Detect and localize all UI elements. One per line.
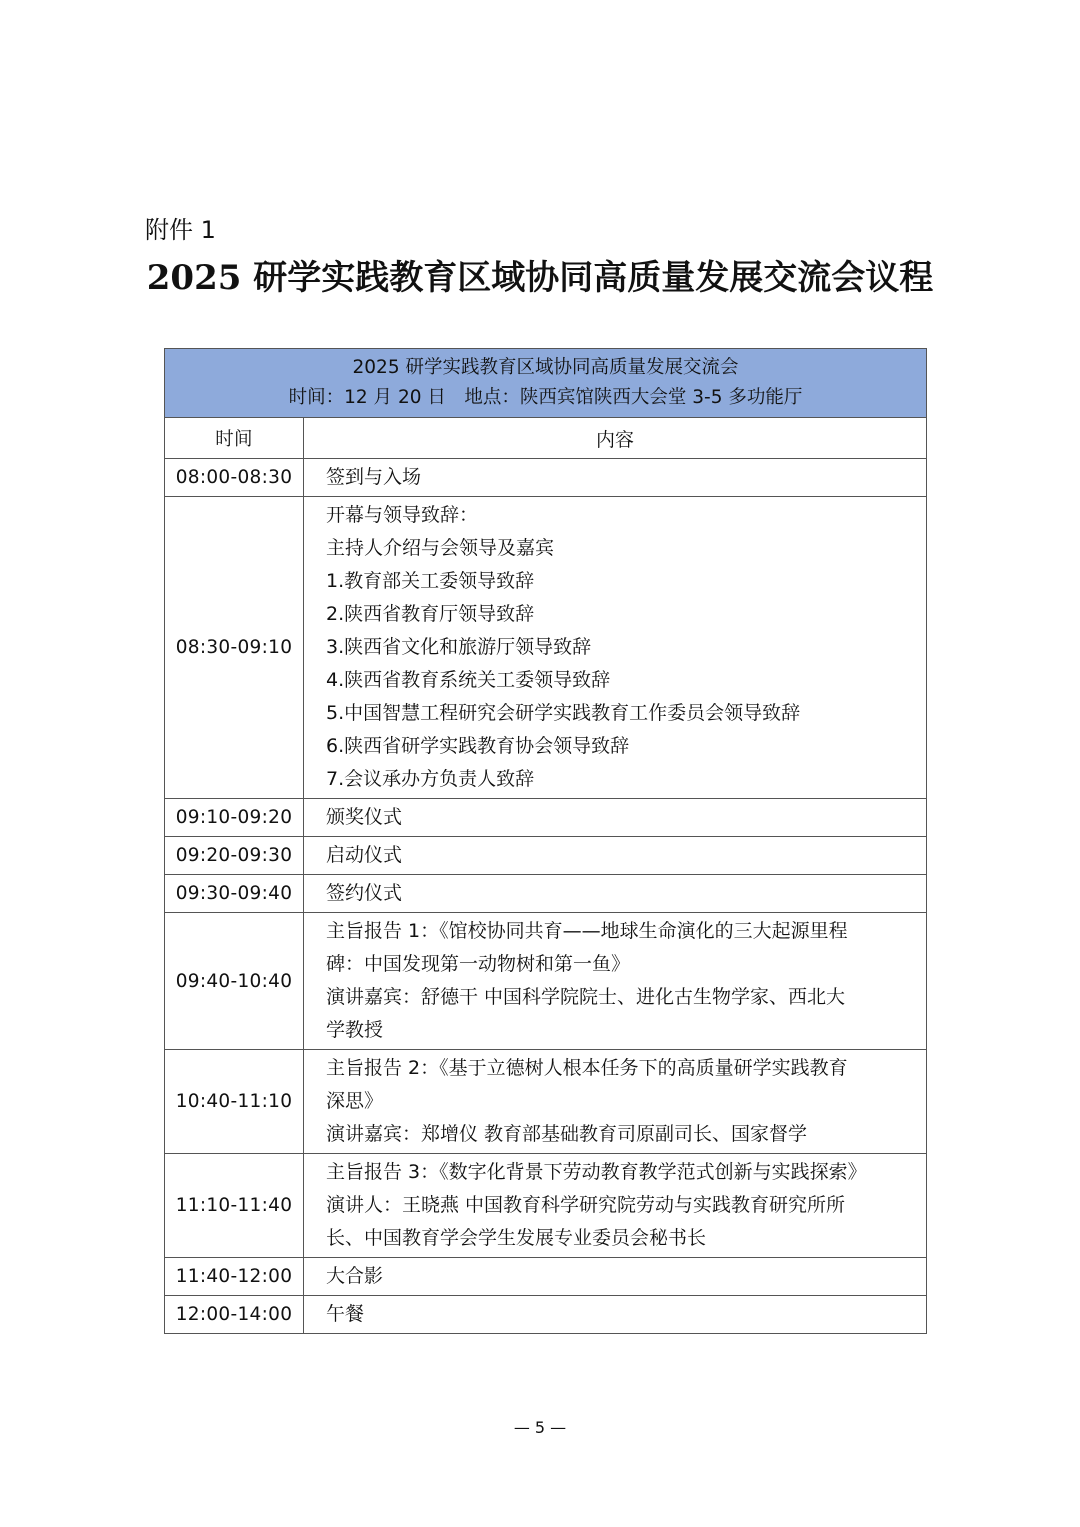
content-line: 签到与入场 xyxy=(326,466,422,488)
row-time: 12:00-14:00 xyxy=(165,1296,304,1334)
content-line: 3.陕西省文化和旅游厅领导致辞 xyxy=(326,636,592,658)
row-time: 11:40-12:00 xyxy=(165,1258,304,1296)
row-time: 09:30-09:40 xyxy=(165,875,304,913)
content-line: 演讲嘉宾：舒德干 中国科学院院士、进化古生物学家、西北大 xyxy=(326,986,846,1008)
table-row xyxy=(165,913,927,1050)
row-content xyxy=(304,459,927,497)
row-time: 10:40-11:10 xyxy=(165,1050,304,1154)
table-row xyxy=(165,1154,927,1258)
banner-time-location: 时间：12 月 20 日 地点：陕西宾馆陕西大会堂 3-5 多功能厅 xyxy=(288,387,803,408)
table-row xyxy=(165,875,927,913)
content-line: 午餐 xyxy=(326,1303,365,1325)
content-line: 深思》 xyxy=(326,1090,384,1112)
row-content xyxy=(304,497,927,799)
content-line: 主旨报告 3：《数字化背景下劳动教育教学范式创新与实践探索》 xyxy=(326,1161,867,1183)
content-line: 演讲嘉宾：郑增仪 教育部基础教育司原副司长、国家督学 xyxy=(326,1123,808,1145)
row-content xyxy=(304,1154,927,1258)
content-line: 4.陕西省教育系统关工委领导致辞 xyxy=(326,669,611,691)
row-content xyxy=(304,1296,927,1334)
row-time: 08:30-09:10 xyxy=(165,497,304,799)
row-time: 11:10-11:40 xyxy=(165,1154,304,1258)
agenda-table xyxy=(164,348,927,1334)
content-line: 大合影 xyxy=(326,1265,384,1287)
row-content xyxy=(304,1050,927,1154)
row-content xyxy=(304,875,927,913)
row-content xyxy=(304,913,927,1050)
table-row xyxy=(165,459,927,497)
content-line: 签约仪式 xyxy=(326,882,403,904)
row-time: 09:40-10:40 xyxy=(165,913,304,1050)
content-line: 5.中国智慧工程研究会研学实践教育工作委员会领导致辞 xyxy=(326,702,801,724)
content-line: 学教授 xyxy=(326,1019,384,1041)
content-line: 7.会议承办方负责人致辞 xyxy=(326,768,535,790)
content-line: 开幕与领导致辞： xyxy=(326,504,479,526)
row-content xyxy=(304,1258,927,1296)
page-number: — 5 — xyxy=(513,1418,567,1437)
table-banner-row xyxy=(165,349,927,418)
content-line: 颁奖仪式 xyxy=(326,806,403,828)
row-time: 09:20-09:30 xyxy=(165,837,304,875)
column-header-row xyxy=(165,418,927,459)
content-line: 1.教育部关工委领导致辞 xyxy=(326,570,535,592)
table-row xyxy=(165,1050,927,1154)
content-line: 2.陕西省教育厅领导致辞 xyxy=(326,603,535,625)
table-row xyxy=(165,497,927,799)
table-row xyxy=(165,837,927,875)
banner-title: 2025 研学实践教育区域协同高质量发展交流会 xyxy=(352,357,739,378)
table-row xyxy=(165,1296,927,1334)
document-title: 2025 研学实践教育区域协同高质量发展交流会议程 xyxy=(146,258,934,298)
table-row xyxy=(165,1258,927,1296)
content-line: 主持人介绍与会领导及嘉宾 xyxy=(326,537,555,559)
content-line: 主旨报告 1：《馆校协同共育——地球生命演化的三大起源里程 xyxy=(326,920,848,942)
column-header-time: 时间 xyxy=(165,418,304,459)
row-time: 08:00-08:30 xyxy=(165,459,304,497)
attachment-label: 附件 1 xyxy=(145,216,216,244)
content-line: 主旨报告 2：《基于立德树人根本任务下的高质量研学实践教育 xyxy=(326,1057,848,1079)
row-content xyxy=(304,837,927,875)
content-line: 启动仪式 xyxy=(326,844,403,866)
content-line: 演讲人：王晓燕 中国教育科学研究院劳动与实践教育研究所所 xyxy=(326,1194,846,1216)
agenda-rows xyxy=(165,459,927,1334)
content-line: 碑：中国发现第一动物树和第一鱼》 xyxy=(326,953,631,975)
table-banner xyxy=(165,349,927,418)
row-time: 09:10-09:20 xyxy=(165,799,304,837)
row-content xyxy=(304,799,927,837)
content-line: 6.陕西省研学实践教育协会领导致辞 xyxy=(326,735,630,757)
column-header-content: 内容 xyxy=(304,418,927,459)
content-line: 长、中国教育学会学生发展专业委员会秘书长 xyxy=(326,1227,707,1249)
table-row xyxy=(165,799,927,837)
